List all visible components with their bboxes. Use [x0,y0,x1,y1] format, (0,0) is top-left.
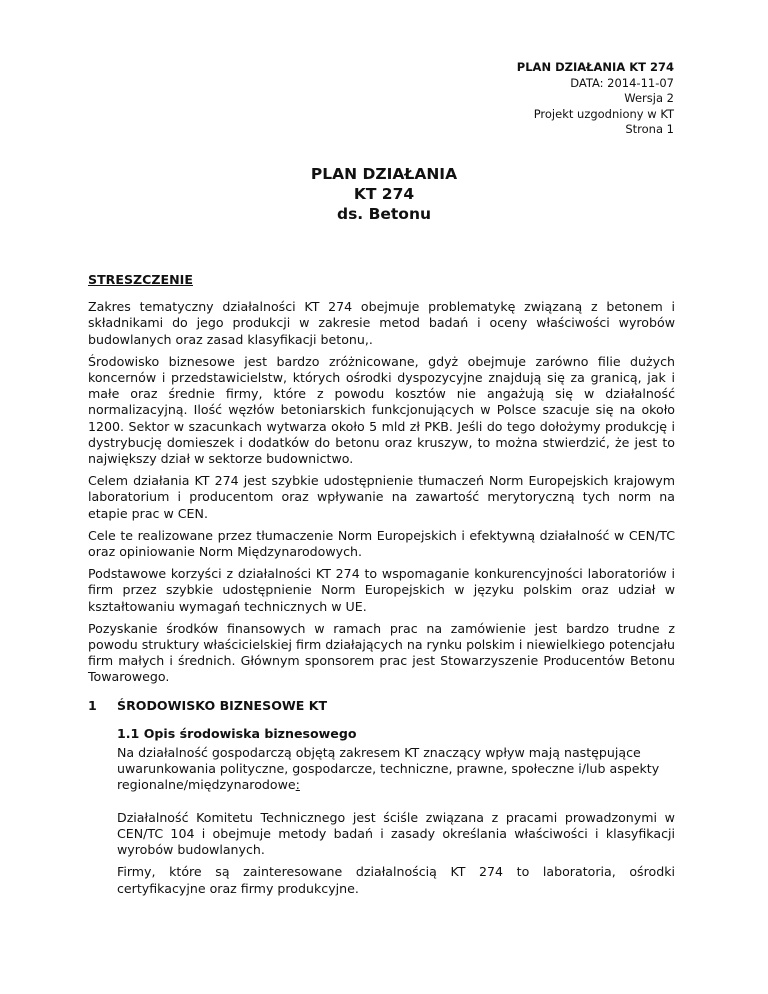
subsection-1-1 [117,726,675,897]
header-status: Projekt uzgodniony w KT [533,106,674,121]
section-1-heading [88,698,675,714]
main-title-line1: PLAN DZIAŁANIA [310,165,458,183]
summary-paragraph: Cele te realizowane przez tłumaczenie Norm Europejskich i efektywną działalność w CEN/TC oraz opiniowanie Norm Międzynarodowych. [88,527,675,560]
header-version: Wersja 2 [624,91,674,105]
header-date: DATA: 2014-11-07 [570,75,674,90]
summary-heading: STRESZCZENIE [88,272,193,287]
summary-paragraph: Środowisko biznesowe jest bardzo zróżnicowane, gdyż obejmuje zarówno filie dużych koncernów i przedstawicielstw, których ośrodki dyspozycyjne znajdują się za granicą, jak i małe oraz średnie firmy, które z powodu kosztów nie angażują się w działalność normalizacyjną. Ilość węzłów betoniarskich funkcjonujących w Polsce szacuje się na około 1200. Sektor w szacunkach wytwarza około 5 mld zł PKB. Jeśli do tego dołożymy produkcję i dystrybucję domieszek i dodatków do betonu oraz kruszyw, to można stwierdzić, że jest to największy dział w sektorze budownictwo. [88,353,675,467]
header-page-number: Strona 1 [625,122,674,136]
section-1-title: ŚRODOWISKO BIZNESOWE KT [117,697,328,713]
header-title: PLAN DZIAŁANIA KT 274 [516,60,674,74]
summary-paragraph: Celem działania KT 274 jest szybkie udostępnienie tłumaczeń Norm Europejskich krajowym laboratorium i producentom oraz wpływanie na zawartość merytoryczną tych norm na etapie prac w CEN. [88,473,675,521]
subsection-intro-colon: : [295,777,300,793]
summary-paragraph: Podstawowe korzyści z działalności KT 274 to wspomaganie konkurencyjności laboratoriów i firm przez szybkie udostępnienie Norm Europejskich w języku polskim oraz udział w kształtowaniu wymagań technicznych w UE. [88,566,675,614]
subsection-intro [117,745,675,794]
subsection-paragraph: Firmy, które są zainteresowane działalnością KT 274 to laboratoria, ośrodki certyfikacyjne oraz firmy produkcyjne. [117,864,675,896]
summary-paragraph: Zakres tematyczny działalności KT 274 obejmuje problematykę związaną z betonem i składnikami do jego produkcji w zakresie metod badań i oceny właściwości wyrobów budowlanych oraz zasad klasyfikacji betonu,. [88,299,675,347]
document-header [517,60,674,138]
subsection-paragraph: Działalność Komitetu Technicznego jest ściśle związana z pracami prowadzonymi w CEN/TC 104 i obejmuje metody badań i zasady określania właściwości i klasyfikacji wyrobów budowlanych. [117,809,675,858]
subsection-intro-text: Na działalność gospodarczą objętą zakresem KT znaczący wpływ mają następujące uwarunkowania polityczne, gospodarcze, techniczne, prawne, społeczne i/lub aspekty regionalne/międzynarodowe [117,745,660,793]
section-1-number: 1 [88,697,97,713]
subsection-1-1-title: 1.1 Opis środowiska biznesowego [117,725,357,741]
document-body [88,272,675,903]
main-title [0,164,768,224]
main-title-line2: KT 274 [353,185,415,203]
main-title-line3: ds. Betonu [336,205,432,223]
summary-paragraph: Pozyskanie środków finansowych w ramach prac na zamówienie jest bardzo trudne z powodu struktury właścicielskiej firm działających na rynku polskim i niewielkiego potencjału firm małych i średnich. Głównym sponsorem prac jest Stowarzyszenie Producentów Betonu Towarowego. [88,620,675,685]
